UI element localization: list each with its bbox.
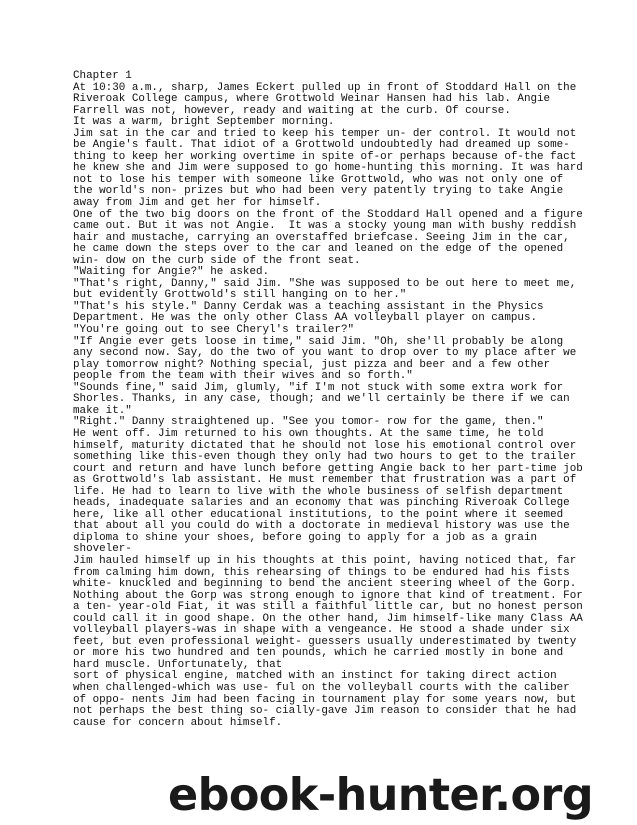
text-line: cause for concern about himself. [73,716,283,729]
text-line: Farrell was not, however, ready and waiting at the curb. Of course. [73,104,511,117]
text-line: thing to keep her working overtime in spite of-or perhaps because of-the fact [73,150,577,163]
text-line: "Sounds fine," said Jim, glumly, "if I'm not stuck with some extra work for [73,381,564,394]
text-line: white- knuckled and beginning to bend the ancient steering wheel of the Gorp. [73,578,577,591]
text-line: Department. He was the only other Class AA volleyball player on campus. [73,312,538,325]
text-line: Jim hauled himself up in his thoughts at this point, having noticed that, far [73,554,577,567]
text-line: the world's non- prizes but who had been very patently trying to take Angie [73,185,564,198]
text-line: "Right." Danny straightened up. "See you tomor- row for the game, then." [73,416,544,429]
text-line: when challenged-which was use- ful on the volleyball courts with the caliber [73,681,570,694]
text-line: hair and mustache, carrying an overstaffed briefcase. Seeing Jim in the car, [73,231,570,244]
text-line: not perhaps the best thing so- cially-gave Jim reason to consider that he had [73,705,577,718]
text-line: hard muscle. Unfortunately, that [73,658,283,671]
text-line: as Grottwold's lab assistant. He must remember that frustration was a part of [73,474,577,487]
text-line: diploma to shine your shoes, before going to apply for a job as a grain [73,531,538,544]
text-line: feet, but even professional weight- guessers usually underestimated by twenty [73,635,577,648]
text-line: Nothing about the Gorp was strong enough to ignore that kind of treatment. For [73,589,583,602]
text-line: volleyball players-was in shape with a vengeance. He stood a shade under six [73,624,570,637]
text-line: court and return and have lunch before getting Angie back to her part-time job [73,462,583,475]
text-line: make it." [73,404,132,417]
text-line: It was a warm, bright September morning. [73,116,335,129]
text-line: something like this-even though they only had two hours to get to the trailer [73,451,577,464]
chapter-text [73,71,633,729]
text-line: "If Angie ever gets loose in time," said Jim. "Oh, she'll probably be along [73,335,564,348]
text-line: Jim sat in the car and tried to keep his temper un- der control. It would not [73,127,577,140]
text-line: life. He had to learn to live with the whole business of selfish department [73,485,564,498]
text-line: but evidently Grottwold's still hanging on to her." [73,289,407,302]
text-line: shoveler- [73,543,132,556]
text-line: sort of physical engine, matched with an instinct for taking direct action [73,670,557,683]
text-line: "You're going out to see Cheryl's trailer?" [73,324,355,337]
text-line: that about all you could do with a doctorate in medieval history was use the [73,520,570,533]
text-line: could call it in good shape. On the other hand, Jim himself-like many Class AA [73,612,583,625]
text-line: any second now. Say, do the two of you want to drop over to my place after we [73,347,577,360]
text-line: At 10:30 a.m., sharp, James Eckert pulled up in front of Stoddard Hall on the [73,81,577,94]
text-line: he knew she and Jim were supposed to go home-hunting this morning. It was hard [73,162,583,175]
text-line: came out. But it was not Angie. It was a stocky young man with bushy reddish [73,220,577,233]
text-line: from calming him down, this rehearsing of things to be endured had his fists [73,566,570,579]
text-line: "That's right, Danny," said Jim. "She was supposed to be out here to meet me, [73,277,577,290]
text-line: of oppo- nents Jim had been facing in tournament play for some years now, but [73,693,577,706]
text-line: away from Jim and get her for himself. [73,197,322,210]
text-line: not to lose his temper with someone like Grottwold, who was not only one of [73,173,564,186]
text-line: people from the team with their wives and so forth." [73,370,413,383]
text-line: "That's his style." Danny Cerdak was a teaching assistant in the Physics [73,300,544,313]
text-line: be Angie's fault. That idiot of a Grottwold undoubtedly had dreamed up some- [73,139,570,152]
text-line: He went off. Jim returned to his own thoughts. At the same time, he told [73,427,544,440]
text-line: Shorles. Thanks, in any case, though; and we'll certainly be there if we can [73,393,570,406]
watermark-logo: ebook-hunter.org [168,770,594,821]
text-line: himself, maturity dictated that he should not lose his emotional control over [73,439,577,452]
text-line: or more his two hundred and ten pounds, which he carried mostly in bone and [73,647,564,660]
text-line: "Waiting for Angie?" he asked. [73,266,270,279]
text-line: here, like all other educational institutions, to the point where it seemed [73,508,564,521]
text-line: heads, inadequate salaries and an economy that was pinching Riveroak College [73,497,570,510]
text-line: Riveroak College campus, where Grottwold Weinar Hansen had his lab. Angie [73,93,551,106]
text-line: a ten- year-old Fiat, it was still a faithful little car, but no honest person [73,601,583,614]
text-line: play tomorrow night? Nothing special, just pizza and beer and a few other [73,358,551,371]
text-line: One of the two big doors on the front of the Stoddard Hall opened and a figure [73,208,583,221]
text-line: win- dow on the curb side of the front seat. [73,254,361,267]
chapter-heading: Chapter 1 [73,70,132,82]
text-line: he came down the steps over to the car and leaned on the edge of the opened [73,243,564,256]
